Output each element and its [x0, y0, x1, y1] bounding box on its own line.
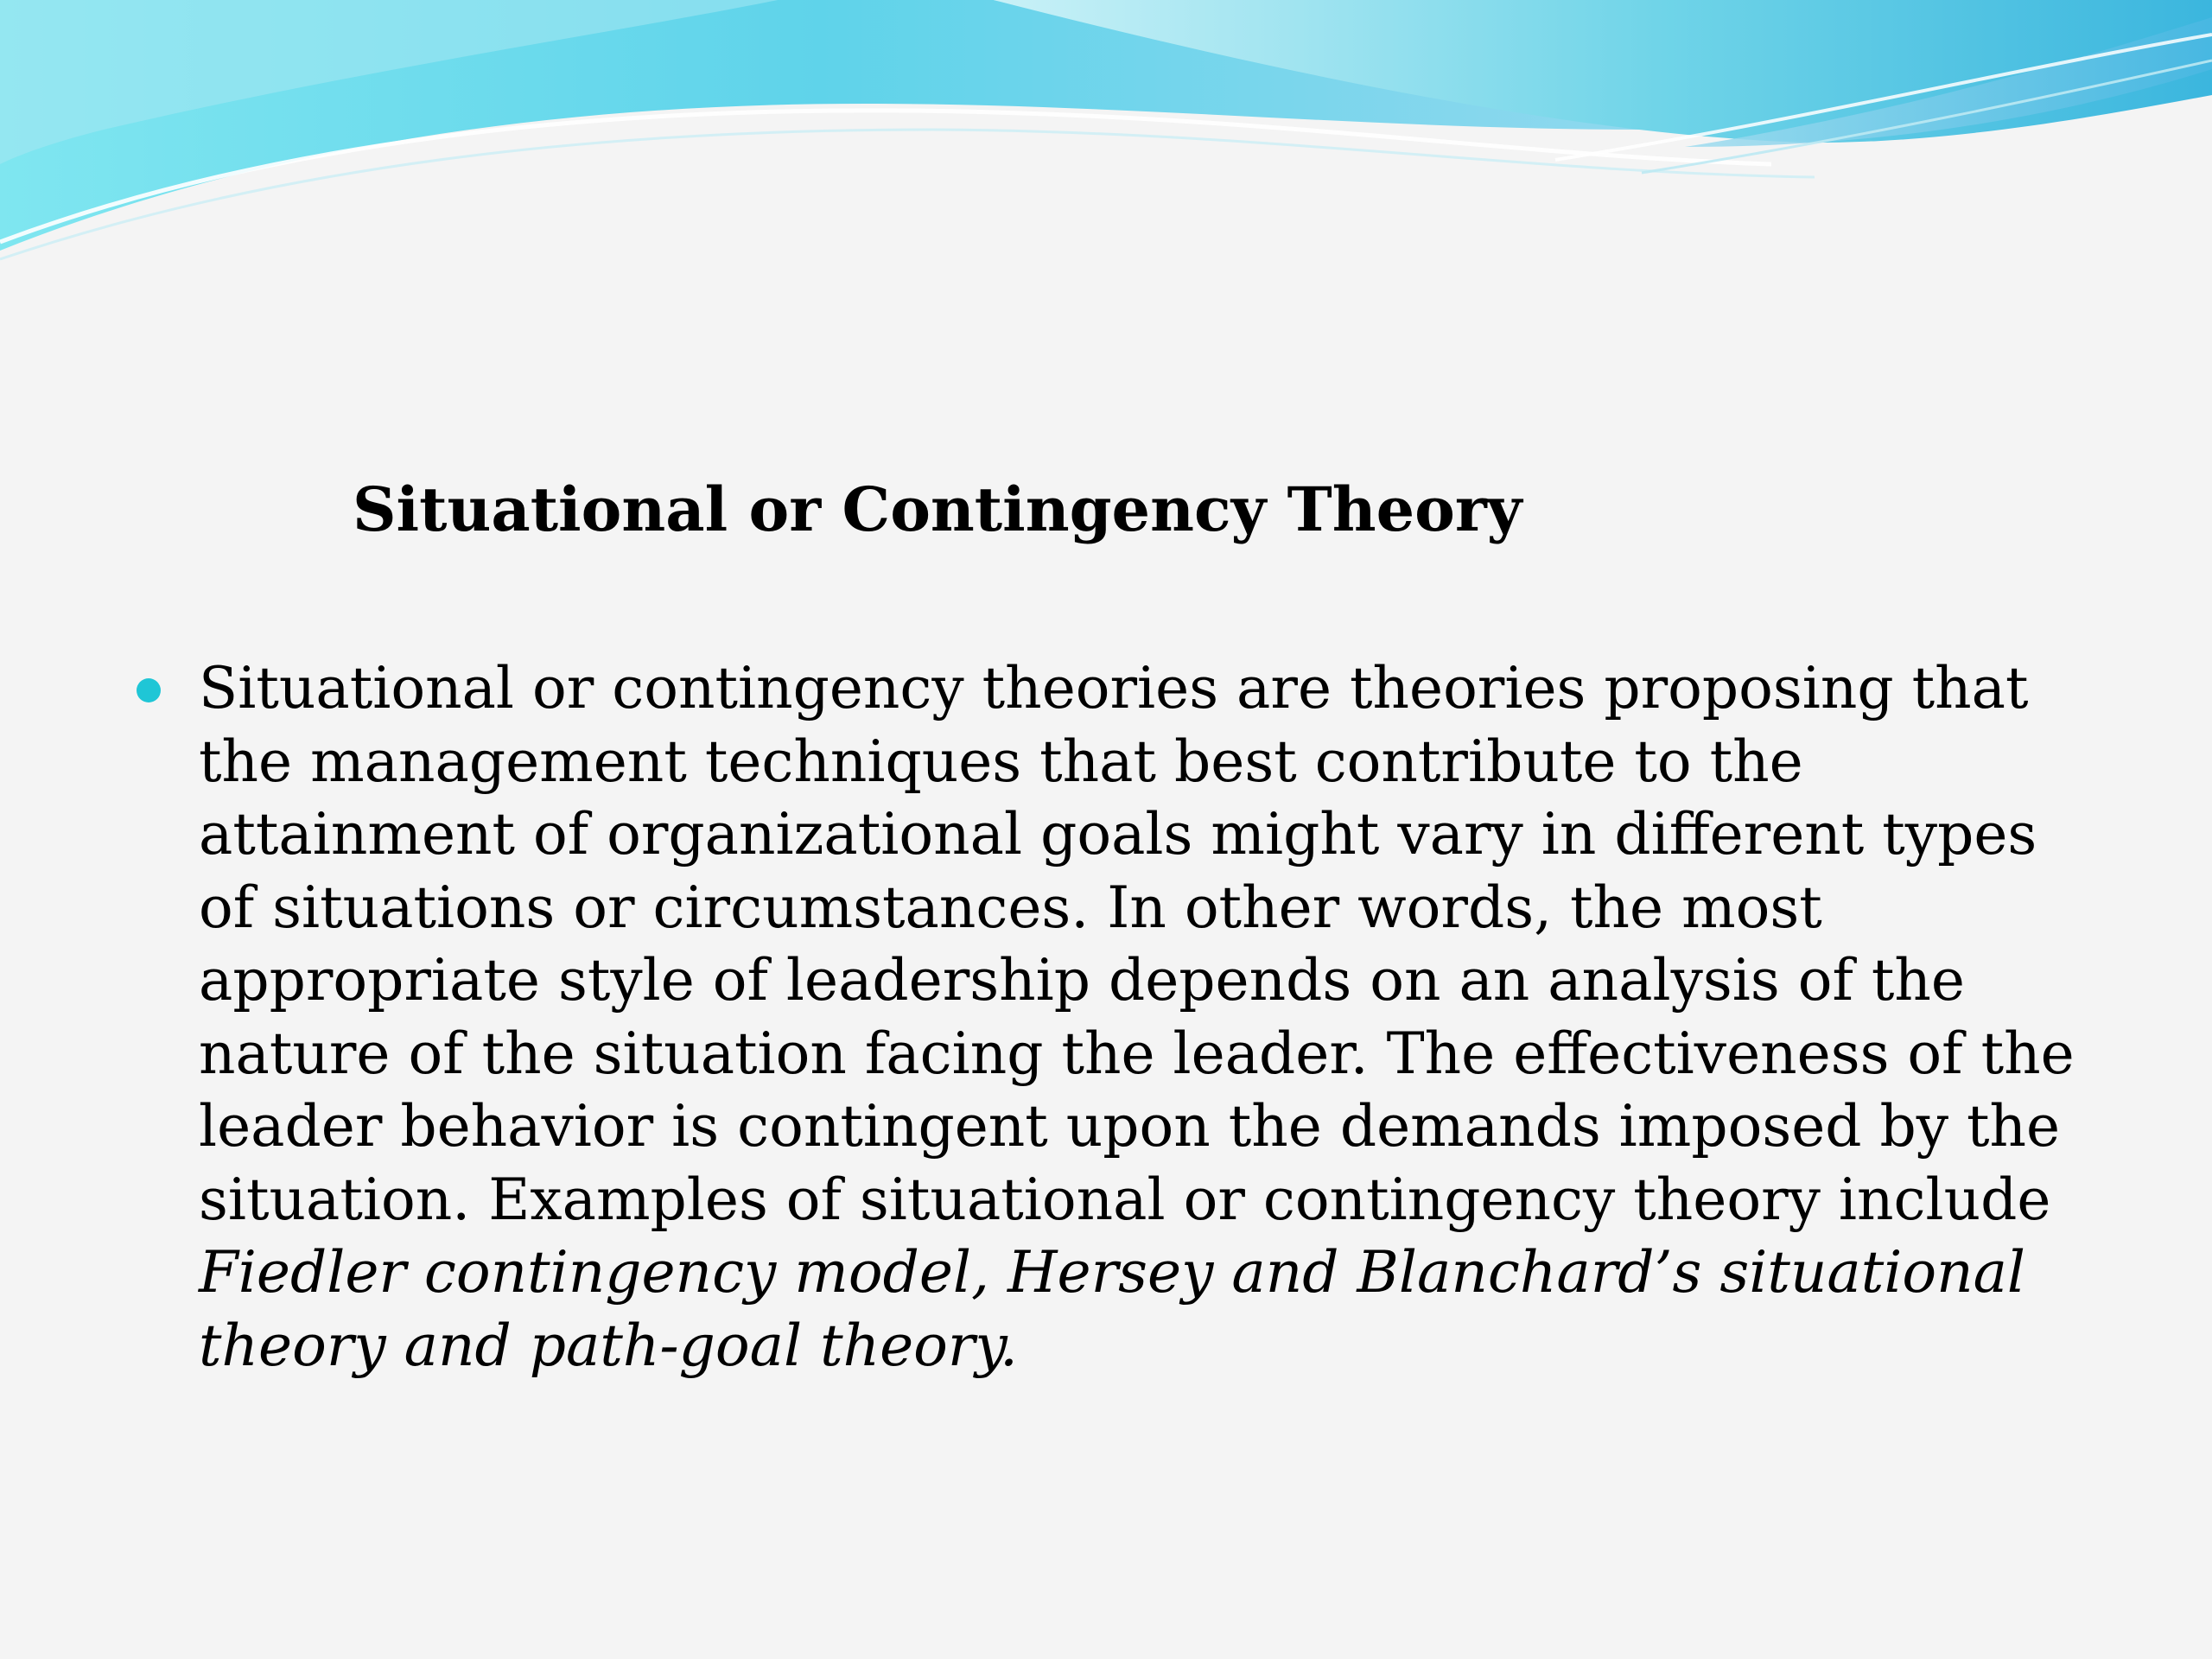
circle-bullet-icon: [137, 678, 161, 702]
bullet-line-italic: theory and path-goal theory.: [199, 1312, 1018, 1379]
wave-decoration-icon: [0, 0, 2212, 276]
bullet-line: situation. Examples of situational or contingency theory include: [199, 1166, 2051, 1233]
slide-title: Situational or Contingency Theory: [353, 474, 1522, 545]
bullet-line: nature of the situation facing the leader. The effectiveness of the: [199, 1020, 2075, 1087]
bullet-item: [130, 652, 2100, 1382]
bullet-line: leader behavior is contingent upon the demands imposed by the: [199, 1093, 2061, 1160]
bullet-list: [130, 652, 2100, 1382]
bullet-line: of situations or circumstances. In other words, the most: [199, 874, 1822, 941]
bullet-line: Situational or contingency theories are theories proposing that: [199, 655, 2029, 721]
bullet-line-italic: Fiedler contingency model, Hersey and Blanchard’s situational: [199, 1239, 2026, 1306]
bullet-line: appropriate style of leadership depends on an analysis of the: [199, 947, 1965, 1014]
bullet-line: attainment of organizational goals might vary in different types: [199, 801, 2037, 868]
bullet-line: the management techniques that best contribute to the: [199, 728, 1803, 795]
